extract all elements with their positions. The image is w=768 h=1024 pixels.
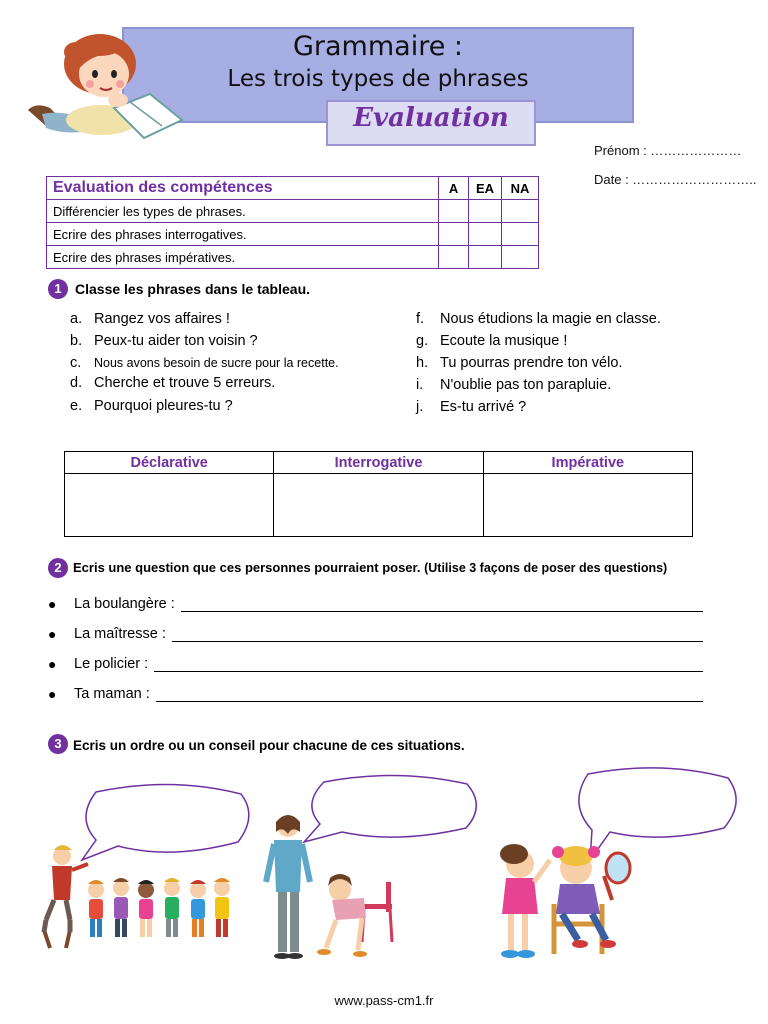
criterion-label: Ecrire des phrases interrogatives. — [47, 223, 439, 246]
speech-bubble — [82, 784, 249, 860]
answer-line[interactable] — [156, 688, 703, 702]
list-item: f. Nous étudions la magie en classe. — [416, 311, 661, 327]
competences-table — [46, 176, 539, 269]
table-row — [65, 474, 693, 537]
table-row — [47, 223, 539, 246]
speech-bubble — [304, 775, 476, 842]
list-item: a. Rangez vos affaires ! — [70, 311, 230, 327]
list-item: e. Pourquoi pleures-tu ? — [70, 398, 233, 414]
scene-sad-child — [262, 772, 480, 970]
footer-website[interactable]: www.pass-cm1.fr — [334, 993, 434, 1008]
exercise-2-heading — [73, 560, 667, 575]
question-line[interactable] — [48, 682, 708, 702]
list-item: h. Tu pourras prendre ton vélo. — [416, 355, 623, 371]
column-interrogative: Interrogative — [274, 452, 483, 474]
person-label: La maîtresse : — [74, 626, 166, 642]
list-item: c. Nous avons besoin de sucre pour la recette. — [70, 355, 339, 371]
grade-cell[interactable] — [502, 200, 539, 223]
answer-cell-interrogative[interactable] — [274, 474, 483, 537]
grade-cell[interactable] — [502, 223, 539, 246]
grade-cell[interactable] — [439, 200, 469, 223]
exercise-3-number: 3 — [48, 734, 68, 754]
bullet-icon: ● — [48, 656, 57, 672]
question-line[interactable] — [48, 592, 708, 612]
evaluation-label: Evaluation — [353, 103, 509, 133]
answer-line[interactable] — [154, 658, 703, 672]
answer-cell-imperative[interactable] — [483, 474, 692, 537]
exercise-3-title: Ecris un ordre ou un conseil pour chacune de ces situations. — [73, 738, 465, 753]
question-line[interactable] — [48, 622, 708, 642]
date-field[interactable]: Date : ……………………….. — [594, 172, 757, 187]
competences-header-row — [47, 177, 539, 200]
table-row — [47, 200, 539, 223]
classification-table — [64, 451, 693, 537]
grade-cell[interactable] — [439, 223, 469, 246]
person-label: Ta maman : — [74, 686, 150, 702]
answer-line[interactable] — [181, 598, 703, 612]
criterion-label: Ecrire des phrases impératives. — [47, 246, 439, 269]
page-subtitle: Les trois types de phrases — [227, 66, 529, 92]
level-na: NA — [502, 177, 539, 200]
grade-cell[interactable] — [502, 246, 539, 269]
exercise-1-title: Classe les phrases dans le tableau. — [75, 281, 311, 297]
level-a: A — [439, 177, 469, 200]
table-row — [47, 246, 539, 269]
answer-line[interactable] — [172, 628, 703, 642]
exercise-2-note: (Utilise 3 façons de poser des questions) — [424, 561, 668, 575]
exercise-1-number: 1 — [48, 279, 68, 299]
grade-cell[interactable] — [469, 223, 502, 246]
scene-children-line — [26, 780, 252, 970]
competences-header: Evaluation des compétences — [47, 177, 439, 200]
level-ea: EA — [469, 177, 502, 200]
grade-cell[interactable] — [469, 246, 502, 269]
grade-cell[interactable] — [469, 200, 502, 223]
list-item: j. Es-tu arrivé ? — [416, 399, 527, 415]
answer-cell-declarative[interactable] — [65, 474, 274, 537]
list-item: i. N'oublie pas ton parapluie. — [416, 377, 612, 393]
column-declarative: Déclarative — [65, 452, 274, 474]
list-item: b. Peux-tu aider ton voisin ? — [70, 333, 258, 349]
person-label: La boulangère : — [74, 596, 175, 612]
question-line[interactable] — [48, 652, 708, 672]
criterion-label: Différencier les types de phrases. — [47, 200, 439, 223]
exercise-2-number: 2 — [48, 558, 68, 578]
bullet-icon: ● — [48, 596, 57, 612]
list-item: d. Cherche et trouve 5 erreurs. — [70, 375, 276, 391]
list-item: g. Ecoute la musique ! — [416, 333, 568, 349]
exercise-2-title: Ecris une question que ces personnes pourraient poser. — [73, 560, 421, 575]
speech-bubble — [579, 768, 736, 860]
bullet-icon: ● — [48, 626, 57, 642]
column-imperative: Impérative — [483, 452, 692, 474]
prenom-field[interactable]: Prénom : ………………… — [594, 143, 742, 158]
bullet-icon: ● — [48, 686, 57, 702]
grade-cell[interactable] — [439, 246, 469, 269]
classification-header-row — [65, 452, 693, 474]
page-title: Grammaire : — [292, 31, 463, 62]
person-label: Le policier : — [74, 656, 149, 672]
scene-mirror-girls — [492, 764, 742, 974]
